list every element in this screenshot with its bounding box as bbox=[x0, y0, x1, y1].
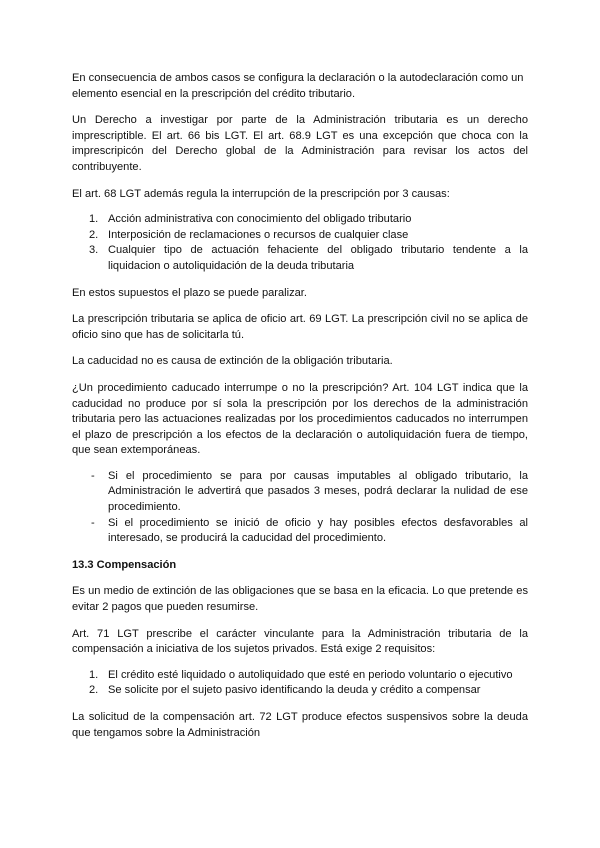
section-heading: 13.3 Compensación bbox=[72, 558, 177, 571]
list-marker: - bbox=[91, 469, 95, 482]
paragraph-autodeclaracion: En consecuencia de ambos casos se configura la declaración o la autodeclaración como un elemento esencial en la prescripción del crédito tributario. bbox=[72, 72, 524, 100]
list-marker: 1. bbox=[89, 213, 99, 226]
list-item-text: Cualquier tipo de actuación fehaciente del obligado tributario tendente a la liquidacion o autoliquidación de la deuda tributaria bbox=[108, 244, 528, 272]
list-interruption-causes bbox=[72, 212, 528, 274]
paragraph-paralizar: En estos supuestos el plazo se puede paralizar. bbox=[72, 286, 307, 299]
list-item-text: Se solicite por el sujeto pasivo identificando la deuda y crédito a compensar bbox=[108, 684, 481, 697]
paragraph-compensacion-requisitos: Art. 71 LGT prescribe el carácter vinculante para la Administración tributaria de la compensación a iniciativa de los sujetos privados. Está exige 2 requisitos: bbox=[72, 627, 528, 656]
list-marker: 3. bbox=[89, 244, 99, 257]
list-item bbox=[72, 212, 528, 228]
paragraph-prescripcion-oficio: La prescripción tributaria se aplica de oficio art. 69 LGT. La prescripción civil no se aplica de oficio sino que has de solicitarla tú. bbox=[72, 313, 528, 341]
list-item bbox=[72, 243, 528, 274]
list-item-text: Si el procedimiento se para por causas imputables al obligado tributario, la Administración le advertirá que pasados 3 meses, podrá declarar la nulidad de ese procedimiento. bbox=[108, 469, 528, 514]
list-marker: 2. bbox=[89, 684, 99, 697]
list-item-text: Si el procedimiento se inició de oficio y hay posibles efectos desfavorables al interesado, se producirá la caducidad del procedimiento. bbox=[108, 516, 528, 545]
list-item bbox=[72, 469, 528, 516]
list-item-text: Interposición de reclamaciones o recursos de cualquier clase bbox=[108, 228, 409, 241]
list-procedure-cases bbox=[72, 469, 528, 547]
list-item bbox=[72, 668, 528, 684]
paragraph-caducidad: La caducidad no es causa de extinción de la obligación tributaria. bbox=[72, 355, 393, 368]
list-item bbox=[72, 228, 528, 244]
paragraph-interrupcion-intro: El art. 68 LGT además regula la interrupción de la prescripción por 3 causas: bbox=[72, 187, 450, 200]
list-item-text: El crédito esté liquidado o autoliquidado que esté en periodo voluntario o ejecutivo bbox=[108, 668, 513, 681]
paragraph-procedimiento-caducado: ¿Un procedimiento caducado interrumpe o no la prescripción? Art. 104 LGT indica que la caducidad no produce por sí sola la prescripción por los derechos de la administración tributaria pero las actuaciones realizadas por los procedimientos caducados no interrumpen el plazo de prescripción a los efectos de la declaración o autoliquidación fuera de tiempo, que sean extemporáneas. bbox=[72, 381, 528, 457]
list-item-text: Acción administrativa con conocimiento del obligado tributario bbox=[108, 213, 412, 226]
list-marker: 2. bbox=[89, 228, 99, 241]
list-item bbox=[72, 516, 528, 547]
list-item bbox=[72, 683, 528, 699]
list-marker: 1. bbox=[89, 668, 99, 681]
list-requirements bbox=[72, 668, 528, 699]
paragraph-compensacion-medio: Es un medio de extinción de las obligaciones que se basa en la eficacia. Lo que pretende es evitar 2 pagos que pueden resumirse. bbox=[72, 585, 528, 614]
paragraph-derecho-investigar: Un Derecho a investigar por parte de la Administración tributaria es un derecho imprescriptible. El art. 66 bis LGT. El art. 68.9 LGT es una excepción que choca con la imprescripicón del Derecho global de la Administración para revisar los actos del contribuyente. bbox=[72, 114, 528, 173]
list-marker: - bbox=[91, 516, 95, 529]
paragraph-solicitud-compensacion: La solicitud de la compensación art. 72 LGT produce efectos suspensivos sobre la deuda que tengamos sobre la Administración bbox=[72, 711, 528, 739]
